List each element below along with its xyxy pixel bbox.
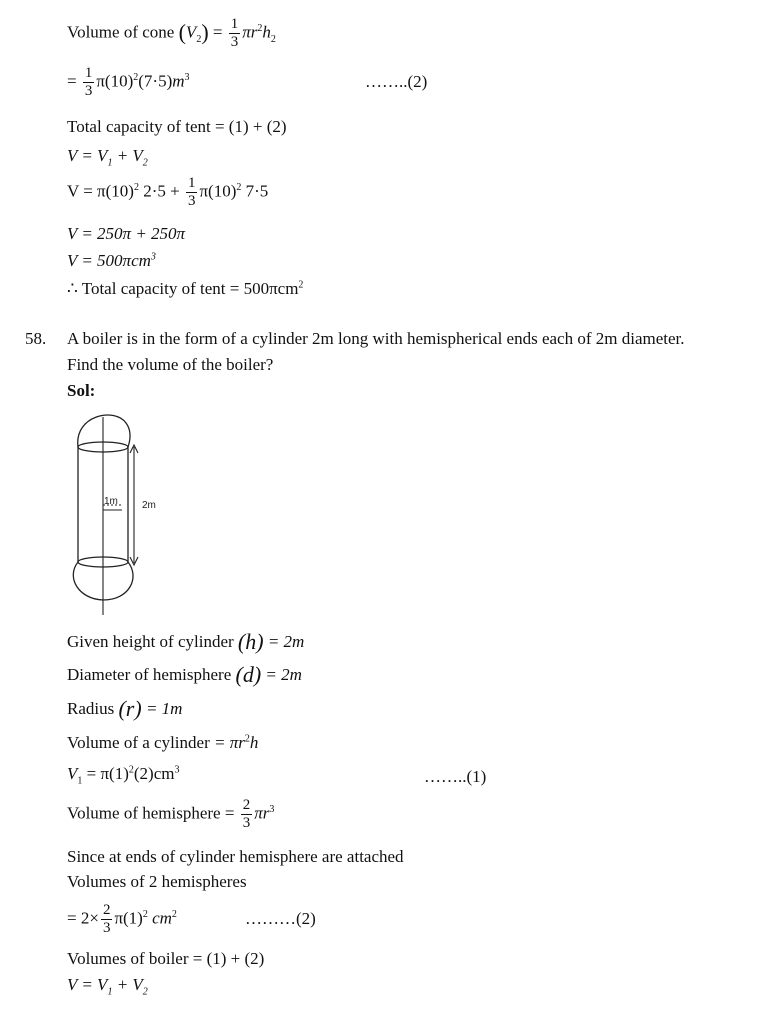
question-text-line2: Find the volume of the boiler?	[67, 355, 274, 374]
v-final-line: $V = V_1 + V_2$	[67, 975, 148, 998]
equation-ref-2b: ………(2)	[245, 909, 316, 928]
total-capacity-line: Total capacity of tent = (1) + (2)	[67, 117, 287, 136]
v-simplified-line: V = 250π + 250π	[67, 224, 186, 243]
since-line: Since at ends of cylinder hemisphere are attached	[67, 847, 404, 866]
equation-ref-2: ……..(2)	[365, 72, 428, 91]
tent-conclusion-line: ∴ Total capacity of tent = 500πcm$^2$	[67, 279, 304, 298]
fraction: $\frac{2}{3}$	[102, 902, 111, 936]
radius-label: 1m	[104, 496, 118, 507]
diameter-line: Diameter of hemisphere (d) = 2m	[67, 662, 302, 687]
height-label: 2m	[142, 500, 156, 511]
fraction: $\frac{2}{3}$	[242, 797, 251, 831]
v-result-line: V = 500πcm$^3$	[67, 251, 156, 270]
v-expand-line: $V = \pi(10)^2$ 2·5 + $\frac{1}{3}$ $\pi(10)^2$ 7·5	[67, 175, 269, 209]
fraction: $\frac{1}{3}$	[84, 65, 93, 99]
solution-label: Sol:	[67, 381, 96, 400]
fraction: $\frac{1}{3}$	[187, 175, 196, 209]
v-sum-line: $V = V_1 + V_2$	[67, 146, 148, 169]
question-text-line1: A boiler is in the form of a cylinder 2m long with hemispherical ends each of 2m diameter.	[67, 329, 685, 348]
boiler-figure	[60, 405, 190, 620]
hemisphere-formula-line: Volume of hemisphere = $\frac{2}{3}$ $\pi r^3$	[67, 797, 275, 831]
top-hemisphere	[78, 415, 130, 452]
equation-ref-1: ……..(1)	[424, 767, 487, 786]
cylinder-formula-line: Volume of a cylinder = $\pi r^2h$	[67, 733, 259, 752]
given-height-line: Given height of cylinder (h) = 2m	[67, 629, 305, 654]
fraction: $\frac{1}{3}$	[230, 16, 239, 50]
cone-volume-formula: Volume of cone $(V_2)$ = $\frac{1}{3}$ $\pi r^2h_2$	[67, 16, 276, 50]
boiler-volume-line: Volumes of boiler = (1) + (2)	[67, 949, 265, 968]
two-hemispheres-line: Volumes of 2 hemispheres	[67, 872, 247, 891]
two-hemispheres-calc: = 2× $\frac{2}{3}$ $\pi(1)^2$ $cm^2$	[67, 902, 177, 936]
radius-line: Radius (r) = 1m	[67, 696, 183, 721]
question-number: 58.	[25, 329, 47, 348]
height-arrow	[130, 445, 138, 565]
cone-volume-calc: = $\frac{1}{3}$ $\pi(10)^2(7\cdot 5)m^3$	[67, 65, 190, 99]
v1-line: $V_1 = \pi(1)^2(2)cm^3$	[67, 764, 180, 787]
